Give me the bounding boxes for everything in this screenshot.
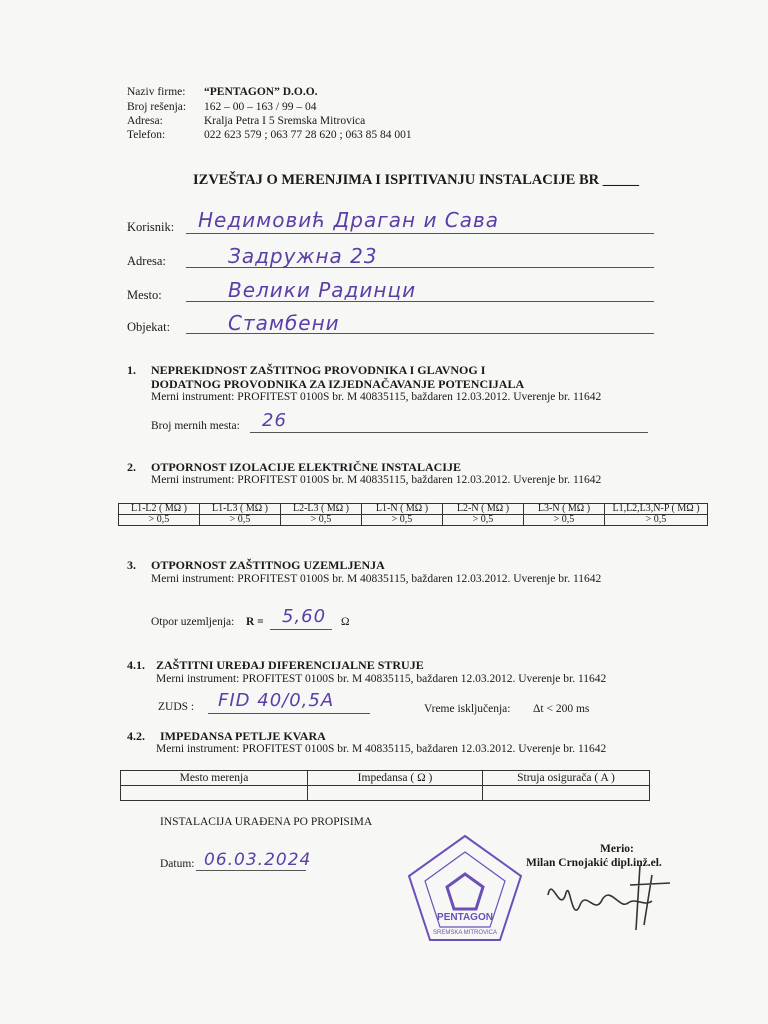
insulation-value-cell: > 0,5: [524, 515, 605, 526]
section42-instrument: Merni instrument: PROFITEST 0100S br. M 40835115, baždaren 12.03.2012. Uverenje br. 11642: [156, 743, 607, 755]
section2-instrument: Merni instrument: PROFITEST 0100S br. M 40835115, baždaren 12.03.2012. Uverenje br. 11642: [151, 474, 602, 486]
resistance-line: [270, 629, 332, 630]
resistance-value: 5,60: [282, 606, 327, 627]
insulation-value-cell: > 0,5: [200, 515, 281, 526]
loop-empty-row: [121, 786, 650, 801]
insulation-table: [118, 503, 708, 526]
loop-cell: [121, 786, 308, 801]
section2-number: 2.: [127, 460, 136, 474]
zuds-value: FID 40/0,5A: [218, 690, 335, 711]
conclusion-text: INSTALACIJA URAĐENA PO PROPISIMA: [160, 816, 373, 828]
insulation-value-cell: > 0,5: [362, 515, 443, 526]
stamp-logo: [447, 874, 483, 909]
insulation-header-cell: L1-L2 ( MΩ ): [119, 504, 200, 515]
section41-number: 4.1.: [127, 658, 145, 672]
decision-value: 162 – 00 – 163 / 99 – 04: [204, 101, 317, 113]
loop-header-cell: Mesto merenja: [121, 771, 308, 786]
korisnik-label: Korisnik:: [127, 220, 175, 234]
company-stamp: [405, 832, 525, 944]
address-value: Kralja Petra I 5 Sremska Mitrovica: [204, 115, 366, 127]
mesto-value: Велики Радинци: [228, 278, 417, 302]
loop-cell: [308, 786, 483, 801]
signature-stroke: [548, 865, 670, 930]
merio-label: Merio:: [600, 843, 634, 855]
section1-title-line2: DODATNOG PROVODNIKA ZA IZJEDNAČAVANJE POTENCIJALA: [151, 377, 525, 391]
resistance-unit: Ω: [341, 616, 350, 628]
section1-instrument: Merni instrument: PROFITEST 0100S br. M 40835115, baždaren 12.03.2012. Uverenje br. 11642: [151, 391, 602, 403]
insulation-value-cell: > 0,5: [443, 515, 524, 526]
insulation-header-cell: L2-N ( MΩ ): [443, 504, 524, 515]
section2-title: OTPORNOST IZOLACIJE ELEKTRIČNE INSTALACIJE: [151, 460, 461, 474]
insulation-value-row: [119, 515, 708, 526]
points-line: [250, 432, 648, 433]
signature: [540, 855, 680, 935]
insulation-value-cell: > 0,5: [605, 515, 708, 526]
objekat-label: Objekat:: [127, 320, 171, 334]
phone-value: 022 623 579 ; 063 77 28 620 ; 063 85 84 001: [204, 129, 412, 141]
korisnik-value: Недимовић Драган и Сава: [198, 208, 500, 232]
section41-title: ZAŠTITNI UREĐAJ DIFERENCIJALNE STRUJE: [156, 658, 424, 672]
insulation-header-cell: L1-L3 ( MΩ ): [200, 504, 281, 515]
resistance-r: R =: [246, 616, 264, 628]
phone-label: Telefon:: [127, 129, 166, 141]
section3-instrument: Merni instrument: PROFITEST 0100S br. M 40835115, baždaren 12.03.2012. Uverenje br. 11642: [151, 573, 602, 585]
report-title: IZVEŠTAJ O MERENJIMA I ISPITIVANJU INSTALACIJE BR _____: [193, 172, 639, 188]
section3-number: 3.: [127, 558, 136, 572]
resistance-label: Otpor uzemljenja:: [151, 616, 235, 628]
section41-instrument: Merni instrument: PROFITEST 0100S br. M 40835115, baždaren 12.03.2012. Uverenje br. 11642: [156, 673, 607, 685]
loop-header-cell: Struja osigurača ( A ): [483, 771, 650, 786]
trip-time-label: Vreme isključenja:: [424, 703, 511, 715]
firm-label: Naziv firme:: [127, 86, 186, 98]
zuds-label: ZUDS :: [158, 701, 195, 713]
insulation-header-cell: L1,L2,L3,N-P ( MΩ ): [605, 504, 708, 515]
insulation-header-row: [119, 504, 708, 515]
stamp-company: PENTAGON: [437, 912, 493, 923]
insulation-value-cell: > 0,5: [119, 515, 200, 526]
firm-value: “PENTAGON” D.O.O.: [204, 86, 318, 98]
date-line: [196, 870, 306, 871]
korisnik-line: [186, 233, 654, 234]
decision-label: Broj rešenja:: [127, 101, 187, 113]
loop-cell: [483, 786, 650, 801]
address-label: Adresa:: [127, 115, 163, 127]
mesto-label: Mesto:: [127, 288, 162, 302]
adresa-value: Задружна 23: [228, 244, 378, 268]
insulation-header-cell: L1-N ( MΩ ): [362, 504, 443, 515]
adresa-label: Adresa:: [127, 254, 166, 268]
objekat-value: Стамбени: [228, 311, 340, 335]
points-label: Broj mernih mesta:: [151, 420, 240, 432]
section42-title: IMPEDANSA PETLJE KVARA: [160, 729, 326, 743]
section3-title: OTPORNOST ZAŠTITNOG UZEMLJENJA: [151, 558, 385, 572]
loop-header-row: [121, 771, 650, 786]
date-value: 06.03.2024: [204, 850, 312, 870]
section42-number: 4.2.: [127, 729, 145, 743]
section1-number: 1.: [127, 363, 136, 377]
stamp-city: SREMSKA MITROVICA: [432, 930, 498, 936]
insulation-header-cell: L2-L3 ( MΩ ): [281, 504, 362, 515]
insulation-value-cell: > 0,5: [281, 515, 362, 526]
trip-time-value: Δt < 200 ms: [533, 703, 590, 715]
zuds-line: [208, 713, 370, 714]
measurer-name: Milan Crnojakić dipl.inž.el.: [526, 857, 662, 869]
section1-title-line1: NEPREKIDNOST ZAŠTITNOG PROVODNIKA I GLAVNOG I: [151, 363, 486, 377]
points-value: 26: [262, 410, 287, 431]
date-label: Datum:: [160, 858, 195, 870]
loop-impedance-table: [120, 770, 650, 801]
loop-header-cell: Impedansa ( Ω ): [308, 771, 483, 786]
insulation-header-cell: L3-N ( MΩ ): [524, 504, 605, 515]
